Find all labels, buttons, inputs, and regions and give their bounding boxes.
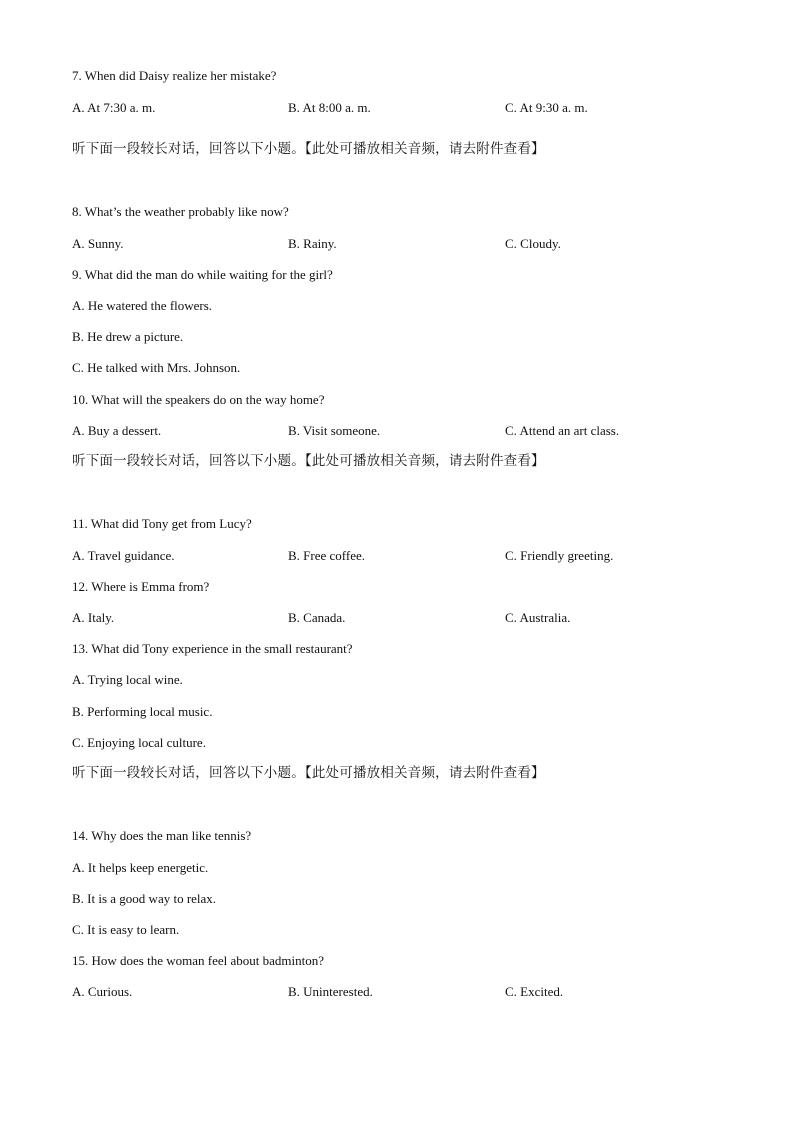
question-9-option-a: A. He watered the flowers. [72, 298, 213, 313]
question-8-option-a: A. Sunny. [72, 236, 124, 251]
question-15-option-a: A. Curious. [72, 984, 133, 999]
question-8: 8. What’s the weather probably like now? [72, 204, 289, 219]
question-7-option-c: C. At 9:30 a. m. [505, 100, 588, 115]
question-7-option-a: A. At 7:30 a. m. [72, 100, 156, 115]
question-10-option-c: C. Attend an art class. [505, 423, 620, 438]
question-9-option-b: B. He drew a picture. [72, 329, 184, 344]
question-13: 13. What did Tony experience in the small restaurant? [72, 641, 353, 656]
question-14-option-b: B. It is a good way to relax. [72, 891, 217, 906]
question-15-option-c: C. Excited. [505, 984, 564, 999]
question-13-option-b: B. Performing local music. [72, 704, 213, 719]
question-9-option-c: C. He talked with Mrs. Johnson. [72, 360, 241, 375]
question-11-option-a: A. Travel guidance. [72, 548, 175, 563]
question-14-option-c: C. It is easy to learn. [72, 922, 180, 937]
question-7: 7. When did Daisy realize her mistake? [72, 68, 277, 83]
question-15-option-b: B. Uninterested. [288, 984, 373, 999]
question-13-option-a: A. Trying local wine. [72, 672, 183, 687]
question-10-option-b: B. Visit someone. [288, 423, 381, 438]
question-10: 10. What will the speakers do on the way home? [72, 392, 325, 407]
question-7-option-b: B. At 8:00 a. m. [288, 100, 371, 115]
question-8-option-b: B. Rainy. [288, 236, 337, 251]
question-14-option-a: A. It helps keep energetic. [72, 860, 209, 875]
audio-instruction-3: 听下面一段较长对话，回答以下小题。【此处可播放相关音频，请去附件查看】 [72, 765, 545, 781]
question-14: 14. Why does the man like tennis? [72, 828, 252, 843]
question-12: 12. Where is Emma from? [72, 579, 210, 594]
question-8-option-c: C. Cloudy. [505, 236, 561, 251]
question-9: 9. What did the man do while waiting for the girl? [72, 267, 333, 282]
question-10-option-a: A. Buy a dessert. [72, 423, 162, 438]
question-12-option-c: C. Australia. [505, 610, 571, 625]
question-11: 11. What did Tony get from Lucy? [72, 516, 252, 531]
audio-instruction-1: 听下面一段较长对话，回答以下小题。【此处可播放相关音频，请去附件查看】 [72, 141, 545, 157]
question-15: 15. How does the woman feel about badminton? [72, 953, 324, 968]
question-11-option-b: B. Free coffee. [288, 548, 366, 563]
question-11-option-c: C. Friendly greeting. [505, 548, 614, 563]
question-12-option-b: B. Canada. [288, 610, 346, 625]
audio-instruction-2: 听下面一段较长对话，回答以下小题。【此处可播放相关音频，请去附件查看】 [72, 453, 545, 469]
question-12-option-a: A. Italy. [72, 610, 115, 625]
question-13-option-c: C. Enjoying local culture. [72, 735, 206, 750]
